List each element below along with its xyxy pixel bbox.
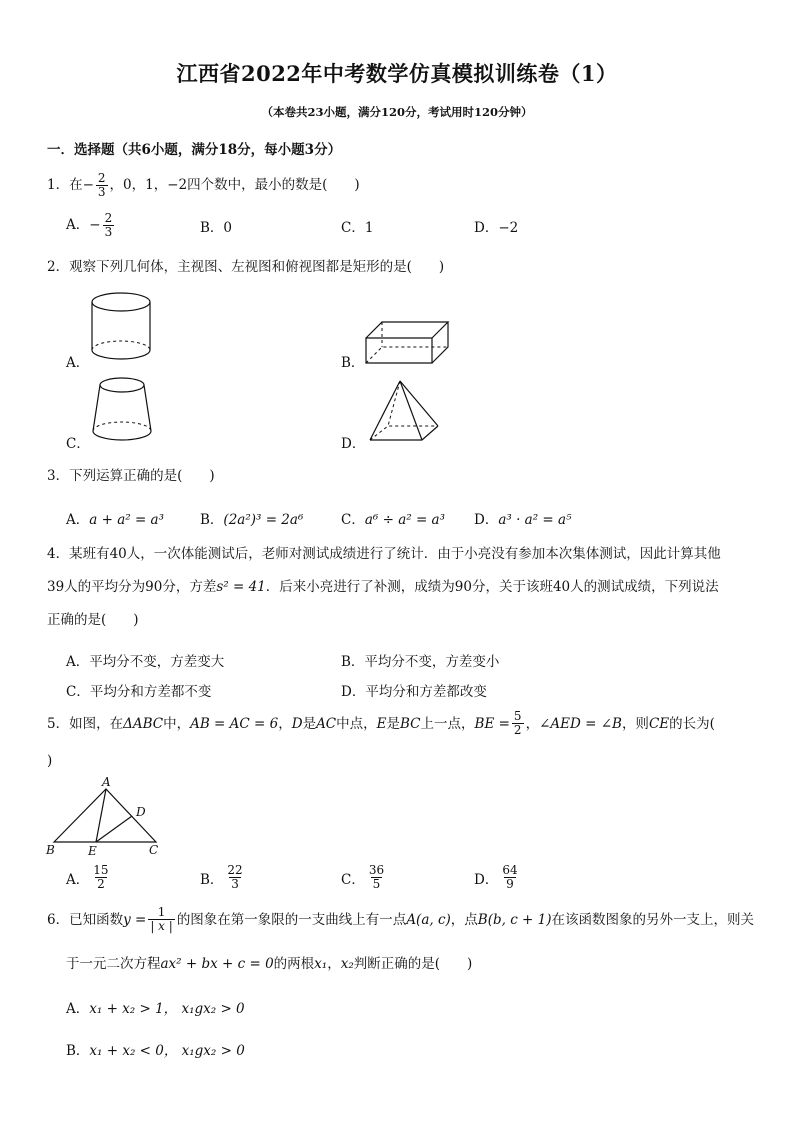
q5-option-a-fraction [91, 864, 110, 891]
q5-text-b: 中， [163, 715, 191, 732]
q5-text-j: 的长为( [669, 715, 715, 732]
q5-option-c-label: C． [341, 871, 365, 888]
q6-option-a [66, 997, 245, 1017]
q5-be-den: 2 [513, 723, 522, 737]
q5-option-b-den: 3 [231, 877, 239, 891]
q6-line-2-b: 的两根 [273, 956, 315, 972]
q1-neg: − [82, 177, 94, 193]
q5-option-d [474, 864, 522, 891]
q6-text-a: 6．已知函数 [47, 911, 124, 928]
q1-option-a [66, 212, 116, 239]
q3-option-b [200, 508, 303, 528]
q5-text-h: ， [525, 715, 540, 732]
q1-rest: ，0，1，−2四个数中，最小的数是( ) [109, 177, 360, 193]
q4-option-c: C．平均分和方差都不变 [66, 684, 212, 700]
q5-be-num: 5 [513, 709, 522, 723]
q6-text-d: 在该函数图象的另外一支上，则关 [551, 911, 755, 928]
q5-text-a: 5．如图，在 [47, 715, 124, 732]
q4-option-b: B．平均分不变，方差变小 [341, 654, 500, 670]
q5-option-d-num: 64 [502, 863, 518, 877]
q6-line-2-a: 于一元二次方程 [66, 956, 161, 972]
q6-point-b: B(b, c + 1) [477, 911, 552, 928]
q1-option-b: B．0 [200, 220, 233, 236]
q1-frac-num: 2 [97, 171, 106, 185]
q3-option-c-expr: a⁶ ÷ a² = a³ [364, 512, 446, 528]
cuboid-figure [362, 318, 452, 368]
q4-option-a: A．平均分不变，方差变大 [66, 654, 225, 670]
q6-option-b-label: B． [66, 1043, 90, 1059]
q5-option-b-label: B． [200, 871, 224, 888]
q3-option-c [341, 508, 445, 528]
q1-option-c: C．1 [341, 220, 374, 236]
question-2-stem: 2．观察下列几何体，主视图、左视图和俯视图都是矩形的是( ) [47, 259, 445, 275]
cylinder-figure [88, 290, 158, 362]
fig-label-d: D [136, 805, 146, 819]
frustum-figure [90, 375, 156, 447]
q3-option-c-label: C． [341, 512, 365, 528]
triangle-figure [46, 776, 168, 858]
q5-eq-ab-ac: AB = AC = 6 [190, 715, 279, 732]
question-4-line-1: 4．某班有40人，一次体能测试后，老师对测试成绩进行了统计．由于小亮没有参加本次集体测试，因此计算其他 [47, 546, 721, 562]
q3-option-d-expr: a³ · a² = a⁵ [498, 512, 572, 528]
question-6-line-2 [66, 954, 472, 974]
q5-option-b [200, 864, 247, 891]
q3-option-b-expr: (2a²)³ = 2a⁶ [223, 512, 304, 528]
q5-option-a-label: A． [66, 871, 90, 888]
q5-close-paren: ) [47, 753, 53, 769]
q6-function-den: | x | [150, 919, 173, 933]
q5-option-c-num: 36 [368, 863, 385, 877]
q6-option-a-expr: x₁ + x₂ > 1， x₁gx₂ > 0 [89, 1001, 245, 1017]
q1-option-a-den: 3 [104, 225, 113, 239]
q5-option-c-fraction [367, 864, 386, 891]
q6-root-1: x₁ [314, 956, 328, 972]
q2-option-a: A． [66, 355, 90, 371]
q6-text-b: 的图象在第一象限的一支曲线上有一点 [176, 911, 407, 928]
pyramid-figure [366, 378, 444, 446]
q5-text-d: 是 [302, 715, 317, 732]
q5-text-i: ，则 [621, 715, 649, 732]
q6-function-fraction [148, 906, 174, 933]
q5-option-a [66, 864, 113, 891]
q6-point-a: A(a, c) [406, 911, 451, 928]
q1-option-a-neg: − [89, 217, 101, 233]
q5-option-c [341, 864, 388, 891]
q5-option-d-fraction [500, 864, 519, 891]
fig-label-e: E [88, 844, 97, 858]
q3-option-a-label: A． [66, 512, 90, 528]
question-4-line-3: 正确的是( ) [47, 612, 139, 628]
q5-option-a-den: 2 [97, 877, 105, 891]
question-5-line-1 [47, 710, 715, 737]
q4-line-2-b: ．后来小亮进行了补测，成绩为90分，关于该班40人的测试成绩，下列说法 [265, 579, 719, 595]
page-title: 江西省2022年中考数学仿真模拟训练卷（1） [176, 61, 618, 86]
q5-option-b-fraction [225, 864, 244, 891]
q5-triangle: ΔABC [123, 715, 164, 732]
q6-root-2: x₂ [340, 956, 354, 972]
q5-text-f: 是 [386, 715, 401, 732]
q6-comma: ， [327, 956, 341, 972]
q3-option-d-label: D． [474, 512, 499, 528]
q6-option-a-label: A． [66, 1001, 90, 1017]
q5-point-d: D [291, 715, 303, 732]
q2-option-d: D． [341, 436, 366, 452]
q2-option-b: B． [341, 355, 365, 371]
q5-option-d-den: 9 [506, 877, 514, 891]
q5-option-c-den: 5 [372, 877, 381, 891]
q3-option-b-label: B． [200, 512, 224, 528]
question-6-line-1 [47, 906, 754, 933]
section-heading: 一．选择题（共6小题，满分18分，每小题3分） [47, 142, 342, 158]
q6-line-2-c: 判断正确的是( ) [353, 956, 473, 972]
q1-fraction [96, 172, 108, 199]
q4-line-2-a: 39人的平均分为90分，方差 [47, 579, 217, 595]
q1-option-a-fraction [103, 212, 115, 239]
q6-option-b [66, 1039, 245, 1059]
q5-option-d-label: D． [474, 871, 499, 888]
fig-label-c: C [149, 843, 159, 857]
question-3-stem: 3．下列运算正确的是( ) [47, 468, 215, 484]
q5-segment-ce: CE [648, 715, 670, 732]
q5-point-e: E [376, 715, 387, 732]
question-1-stem [47, 172, 360, 199]
q5-text-e: 中点， [336, 715, 377, 732]
q5-be-fraction [512, 710, 524, 737]
q4-option-d: D．平均分和方差都改变 [341, 684, 487, 700]
q5-be: BE = [474, 715, 510, 732]
question-4-line-2 [47, 577, 719, 597]
q6-option-b-expr: x₁ + x₂ < 0， x₁gx₂ > 0 [89, 1043, 245, 1059]
q6-equation: ax² + bx + c = 0 [160, 956, 274, 972]
q6-text-c: ，点 [450, 911, 478, 928]
q5-option-b-num: 22 [227, 863, 243, 877]
page-subtitle: （本卷共23小题，满分120分，考试用时120分钟） [261, 105, 533, 119]
q6-y-eq: y = [123, 911, 147, 928]
q4-variance: s² = 41 [216, 579, 266, 595]
fig-label-b: B [46, 843, 55, 857]
q5-text-g: 上一点， [420, 715, 475, 732]
q5-segment-bc: BC [400, 715, 421, 732]
q6-function-num: 1 [157, 905, 166, 919]
q3-option-a [66, 508, 164, 528]
q1-lead: 1．在 [47, 177, 83, 193]
q5-angle: ∠AED = ∠B [539, 715, 622, 732]
q5-option-a-num: 15 [93, 863, 109, 877]
q1-option-d: D．−2 [474, 220, 519, 236]
q1-option-a-num: 2 [104, 211, 113, 225]
q5-text-c: ， [278, 715, 292, 732]
q1-option-a-label: A． [66, 217, 90, 233]
q5-segment-ac: AC [316, 715, 337, 732]
q3-option-a-expr: a + a² = a³ [89, 512, 165, 528]
q2-option-c: C． [66, 436, 90, 452]
q3-option-d [474, 508, 571, 528]
q1-frac-den: 3 [97, 185, 106, 199]
fig-label-a: A [102, 775, 111, 789]
